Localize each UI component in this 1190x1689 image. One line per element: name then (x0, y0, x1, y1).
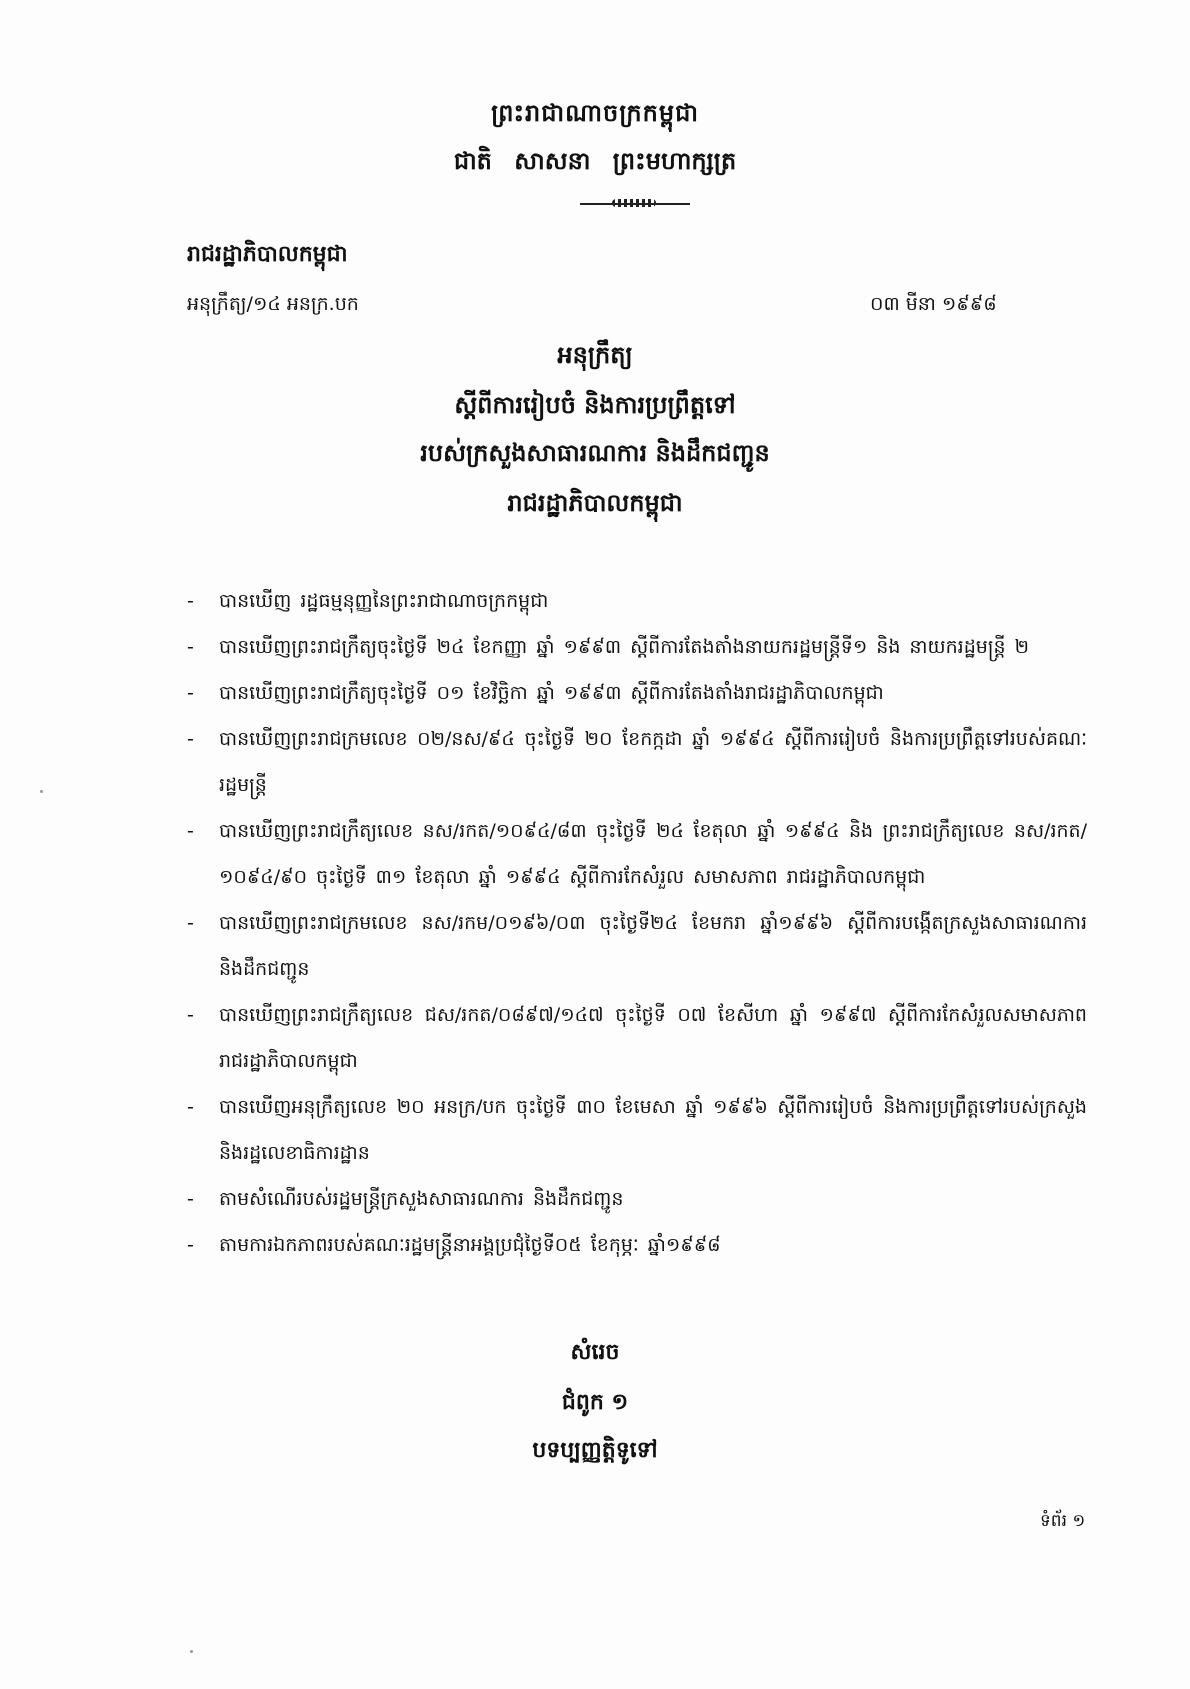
kingdom-title: ព្រះរាជាណាចក្រកម្ពុជា (491, 99, 699, 127)
consideration-item: - បានឃើញអនុក្រឹត្យលេខ ២០ អនក្រ/បក ចុះថ្ងៃទី ៣០ ខែមេសា ឆ្នាំ ១៩៩៦ ស្តីពីការរៀបចំ និងការប្រព្រឹត្តទៅរបស់ក្រសួង និងរដ្ឋលេខាធិការដ្ឋាន (187, 1096, 1087, 1164)
decision-heading: សំរេច (570, 1340, 620, 1365)
national-motto: ជាតិ សាសនា ព្រះមហាក្សត្រ (453, 147, 737, 175)
consideration-item: - បានឃើញព្រះរាជក្រមលេខ ០២/នស/៩៤ ចុះថ្ងៃទី ២០ ខែកក្កដា ឆ្នាំ ១៩៩៤ ស្តីពីការរៀបចំ និងការប្រព្រឹត្តទៅរបស់គណៈរដ្ឋមន្ត្រី (187, 728, 1087, 796)
subject-line-1: ស្តីពីការរៀបចំ និងការប្រព្រឹត្តទៅ (454, 391, 736, 419)
document-date: ០៣ មីនា ១៩៩៨ (870, 293, 997, 315)
consideration-item: - បានឃើញព្រះរាជក្រឹត្យលេខ ជស/រកត/០៨៩៧/១៤៧ ចុះថ្ងៃទី ០៧ ខែសីហា ឆ្នាំ ១៩៩៧ ស្តីពីការកែសំរួលសមាសភាពរាជរដ្ឋាភិបាលកម្ពុជា (187, 1004, 1087, 1072)
page-number: ទំព័រ ១ (1040, 1511, 1086, 1531)
issuing-government: រាជរដ្ឋាភិបាលកម្ពុជា (187, 242, 348, 267)
consideration-item: - បានឃើញព្រះរាជក្រឹត្យចុះថ្ងៃទី ០១ ខែវិច្ឆិកា ឆ្នាំ ១៩៩៣ ស្តីពីការតែងតាំងរាជរដ្ឋាភិបាលកម្ពុជា (187, 682, 884, 704)
consideration-item: - តាមការឯកភាពរបស់គណៈរដ្ឋមន្ត្រីនាអង្គប្រជុំថ្ងៃទី០៥ ខែកុម្ភៈ ឆ្នាំ១៩៩៨ (187, 1234, 721, 1256)
consideration-item: - បានឃើញព្រះរាជក្រឹត្យលេខ នស/រកត/១០៩៤/៨៣ ចុះថ្ងៃទី ២៤ ខែតុលា ឆ្នាំ ១៩៩៤ និង ព្រះរាជក្រឹត្យលេខ នស/រកត/១០៩៤/៩០ ចុះថ្ងៃទី ៣១ ខែតុលា ឆ្នាំ ១៩៩៤ ស្តីពីការកែសំរួល សមាសភាព រាជរដ្ឋាភិបាលកម្ពុជា (187, 820, 1087, 888)
considerations-list (187, 578, 1087, 1268)
chapter-title: បទប្បញ្ញត្តិទូទៅ (532, 1438, 658, 1463)
scan-speck (40, 790, 43, 793)
chapter-number: ជំពូក ១ (561, 1390, 629, 1415)
document-reference: អនុក្រឹត្យ/១៤ អនក្រ.បក (187, 293, 359, 315)
consideration-item: - បានឃើញព្រះរាជក្រមលេខ នស/រកម/០១៩៦/០៣ ចុះថ្ងៃទី២៤ ខែមករា ឆ្នាំ១៩៩៦ ស្តីពីការបង្កើតក្រសួងសាធារណការ និងដឹកជញ្ជូន (187, 912, 1087, 980)
consideration-item: - បានឃើញ រដ្ឋធម្មនុញ្ញនៃព្រះរាជាណាចក្រកម្ពុជា (187, 590, 549, 612)
consideration-item: - បានឃើញព្រះរាជក្រឹត្យចុះថ្ងៃទី ២៤ ខែកញ្ញា ឆ្នាំ ១៩៩៣ ស្តីពីការតែងតាំងនាយករដ្ឋមន្ត្រីទី១ និង នាយករដ្ឋមន្ត្រី ២ (187, 636, 1029, 658)
scan-speck (190, 1650, 193, 1653)
subject-line-2: របស់ក្រសួងសាធារណការ និងដឹកជញ្ជូន (420, 439, 770, 467)
divider-ornament (612, 199, 656, 207)
consideration-item: - តាមសំណើរបស់រដ្ឋមន្ត្រីក្រសួងសាធារណការ និងដឹកជញ្ជូន (187, 1188, 624, 1210)
subject-line-3: រាជរដ្ឋាភិបាលកម្ពុជា (507, 489, 683, 517)
document-type-heading: អនុក្រឹត្យ (557, 341, 633, 369)
